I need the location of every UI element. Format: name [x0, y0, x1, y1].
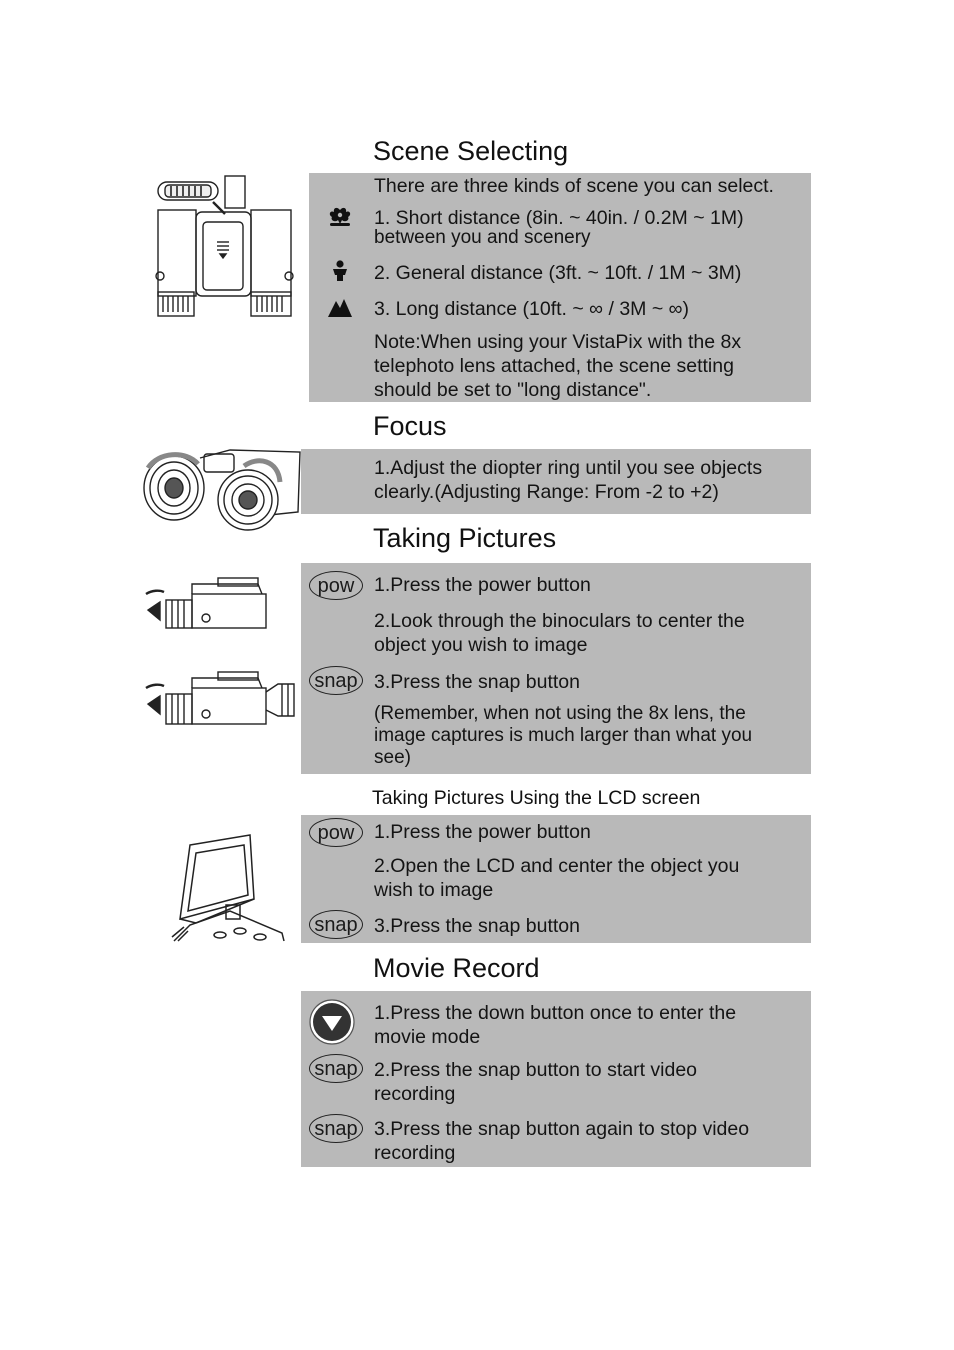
scene-short-line2: between you and scenery	[374, 227, 591, 248]
person-icon	[330, 260, 350, 282]
movie-step3-line1: 3.Press the snap button again to stop video	[374, 1118, 750, 1140]
movie-record-title: Movie Record	[373, 953, 540, 983]
snap-button-icon: snap	[309, 666, 363, 695]
movie-step2-line2: recording	[374, 1083, 456, 1105]
lcd-step2-line2: wish to image	[374, 879, 494, 901]
taking-step3: 3.Press the snap button	[374, 671, 580, 693]
lcd-screen-illustration	[170, 833, 286, 943]
taking-pictures-title: Taking Pictures	[373, 523, 557, 553]
scene-note-line3: should be set to "long distance".	[374, 379, 652, 401]
taking-step1: 1.Press the power button	[374, 574, 591, 596]
taking-remember-line2: image captures is much larger than what you	[374, 725, 753, 746]
taking-remember-line3: see)	[374, 747, 411, 768]
snap-button-icon: snap	[309, 910, 363, 939]
movie-step3-line2: recording	[374, 1142, 456, 1164]
scene-note-line2: telephoto lens attached, the scene setting	[374, 355, 734, 377]
scene-intro: There are three kinds of scene you can select.	[374, 175, 774, 197]
scene-long: 3. Long distance (10ft. ~ ∞ / 3M ~ ∞)	[374, 298, 690, 320]
lcd-step3: 3.Press the snap button	[374, 915, 580, 937]
focus-line1: 1.Adjust the diopter ring until you see objects	[374, 457, 763, 479]
movie-step1-line1: 1.Press the down button once to enter the	[374, 1002, 737, 1024]
binocular-side-lens-illustration	[142, 670, 298, 728]
pow-button-icon: pow	[309, 571, 363, 600]
pow-button-icon: pow	[309, 818, 363, 847]
focus-title: Focus	[373, 411, 447, 441]
binocular-side-illustration	[142, 576, 268, 632]
movie-step1-line2: movie mode	[374, 1026, 481, 1048]
scene-general: 2. General distance (3ft. ~ 10ft. / 1M ~ 3M)	[374, 262, 742, 284]
taking-step2-line2: object you wish to image	[374, 634, 588, 656]
focus-line2: clearly.(Adjusting Range: From -2 to +2)	[374, 481, 719, 503]
snap-button-icon: snap	[309, 1054, 363, 1083]
binocular-front-illustration	[155, 172, 297, 322]
scene-note-line1: Note:When using your VistaPix with the 8x	[374, 331, 742, 353]
taking-remember-line1: (Remember, when not using the 8x lens, the	[374, 703, 746, 724]
scene-short-line1: 1. Short distance (8in. ~ 40in. / 0.2M ~ 1M)	[374, 207, 744, 229]
lcd-step2-line1: 2.Open the LCD and center the object you	[374, 855, 740, 877]
taking-step2-line1: 2.Look through the binoculars to center the	[374, 610, 745, 632]
movie-step2-line1: 2.Press the snap button to start video	[374, 1059, 698, 1081]
scene-selecting-title: Scene Selecting	[373, 136, 569, 166]
flower-icon	[327, 206, 353, 228]
binocular-diopter-illustration	[140, 446, 302, 534]
lcd-step1: 1.Press the power button	[374, 821, 591, 843]
down-arrow-button-icon	[309, 999, 355, 1045]
lcd-title: Taking Pictures Using the LCD screen	[372, 787, 701, 809]
snap-button-icon: snap	[309, 1114, 363, 1143]
mountain-icon	[327, 296, 353, 318]
